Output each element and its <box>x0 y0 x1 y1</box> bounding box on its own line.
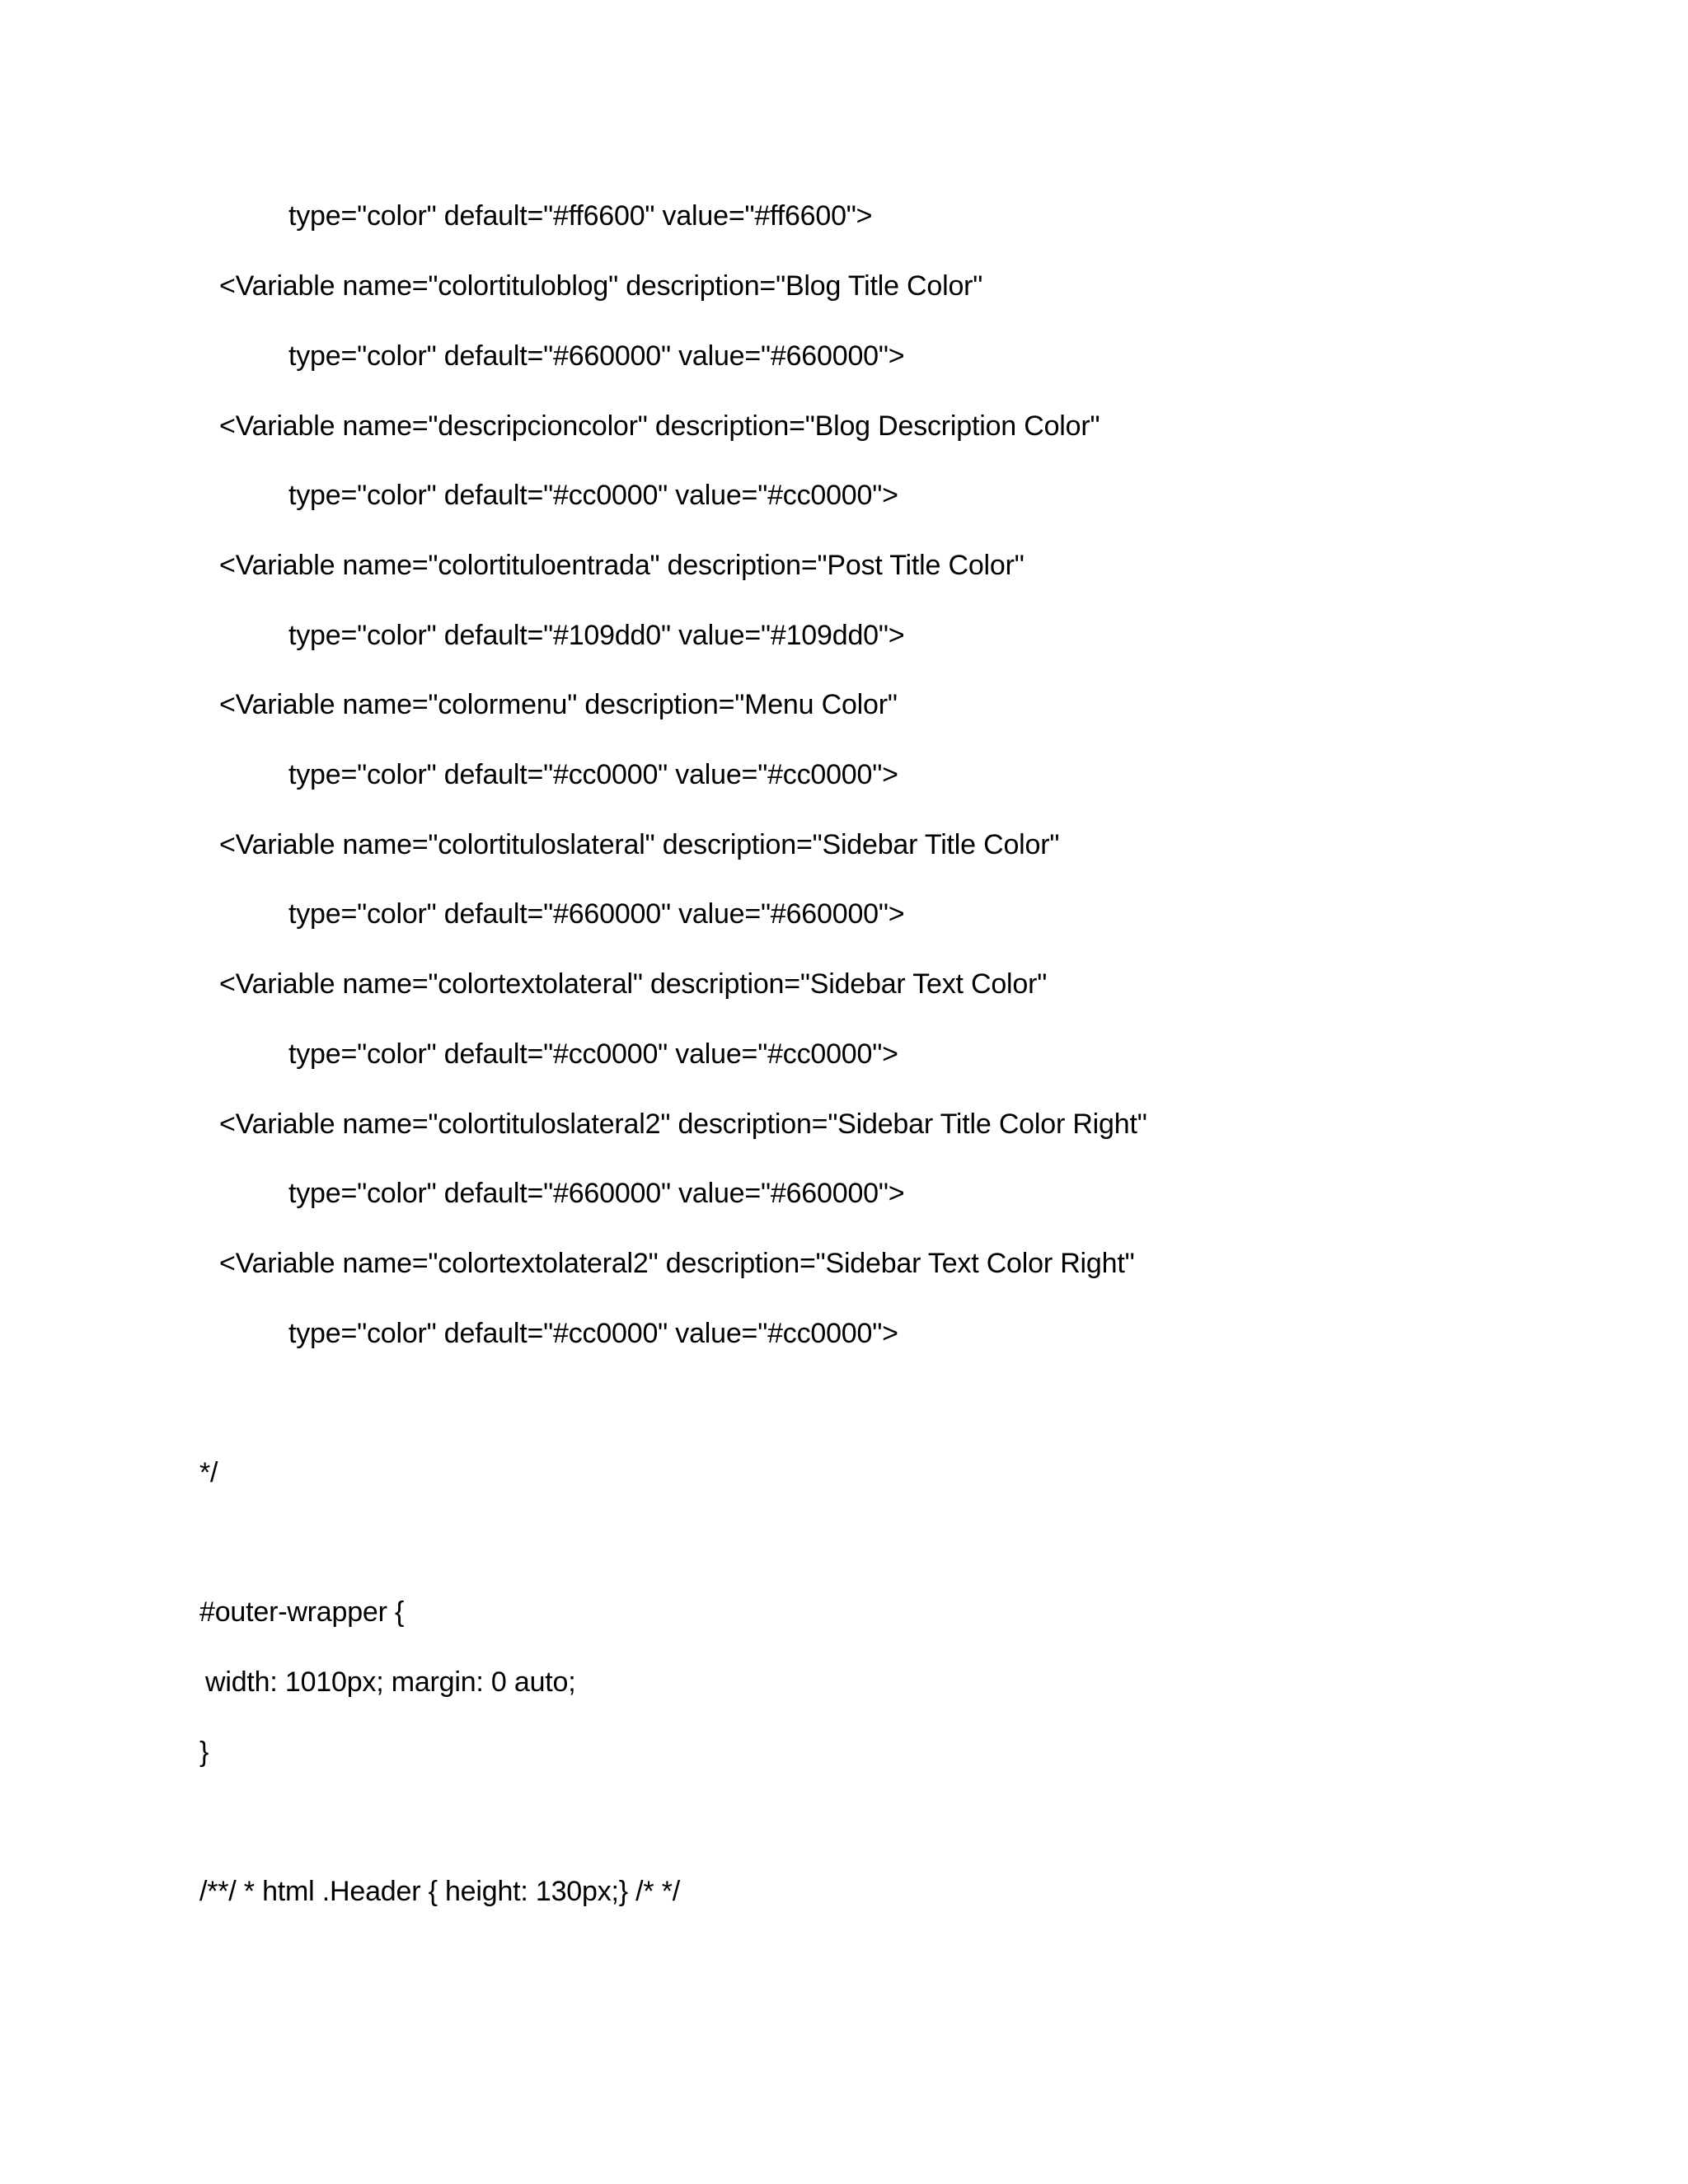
comment-close-line: */ <box>199 1457 218 1488</box>
code-line: type="color" default="#cc0000" value="#cc0000"> <box>288 480 898 511</box>
code-line: <Variable name="colortituloblog" description="Blog Title Color" <box>219 270 983 302</box>
code-line: <Variable name="colortituloslateral" description="Sidebar Title Color" <box>219 829 1060 860</box>
code-line: type="color" default="#cc0000" value="#cc0000"> <box>288 1038 898 1070</box>
code-line: type="color" default="#109dd0" value="#109dd0"> <box>288 620 905 651</box>
css-selector-line: #outer-wrapper { <box>199 1596 405 1628</box>
code-line: type="color" default="#ff6600" value="#ff6600"> <box>288 200 873 232</box>
code-line: <Variable name="colortituloslateral2" description="Sidebar Title Color Right" <box>219 1108 1147 1140</box>
code-line: type="color" default="#cc0000" value="#cc0000"> <box>288 1318 898 1349</box>
code-line: <Variable name="colortextolateral2" description="Sidebar Text Color Right" <box>219 1248 1135 1279</box>
code-line: <Variable name="descripcioncolor" description="Blog Description Color" <box>219 410 1100 442</box>
code-line: <Variable name="colortextolateral" description="Sidebar Text Color" <box>219 968 1048 1000</box>
css-brace-line: } <box>199 1736 209 1768</box>
css-declaration-line: width: 1010px; margin: 0 auto; <box>205 1666 576 1698</box>
code-line: <Variable name="colortituloentrada" description="Post Title Color" <box>219 550 1025 581</box>
code-line: type="color" default="#660000" value="#660000"> <box>288 340 905 372</box>
css-hack-line: /**/ * html .Header { height: 130px;} /* */ <box>199 1876 680 1907</box>
code-line: type="color" default="#660000" value="#660000"> <box>288 1178 905 1209</box>
code-line: <Variable name="colormenu" description="Menu Color" <box>219 689 898 720</box>
code-line: type="color" default="#cc0000" value="#cc0000"> <box>288 759 898 790</box>
code-line: type="color" default="#660000" value="#660000"> <box>288 898 905 930</box>
